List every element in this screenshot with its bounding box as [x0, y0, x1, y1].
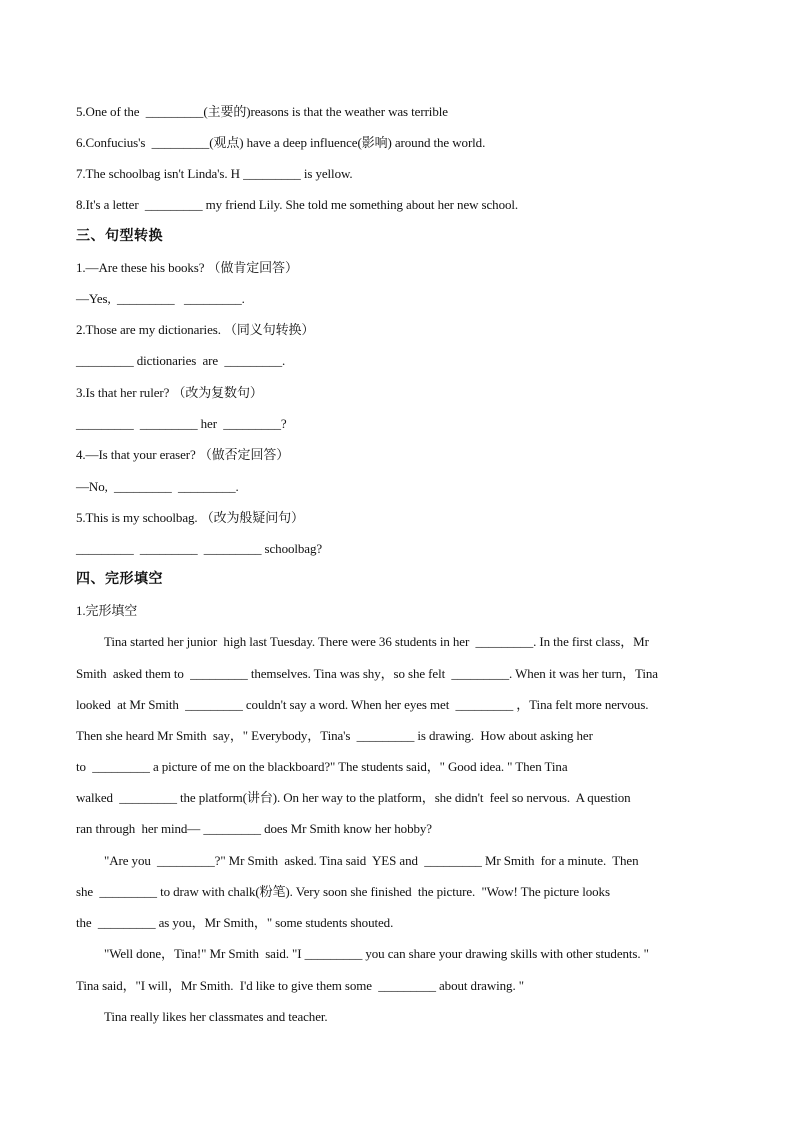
transformation-a1: —Yes, _________ _________.	[76, 291, 245, 306]
exercise-item-8: 8.It's a letter _________ my friend Lily. She told me something about her new school.	[76, 197, 519, 212]
exercise-item-5: 5.One of the _________(主要的)reasons is that the weather was terrible	[76, 104, 448, 119]
cloze-passage-line: Tina said，"I will，Mr Smith. I'd like to give them some _________ about drawing. "	[76, 978, 524, 993]
cloze-passage-line: looked at Mr Smith _________ couldn't say a word. When her eyes met _________ ，Tina felt more nervous.	[76, 697, 649, 712]
transformation-q2: 2.Those are my dictionaries. （同义句转换）	[76, 322, 315, 337]
cloze-passage-line: ran through her mind— _________ does Mr Smith know her hobby?	[76, 821, 432, 836]
cloze-passage-line: "Well done，Tina!" Mr Smith said. "I _________ you can share your drawing skills with other students. "	[104, 946, 649, 961]
transformation-a5: _________ _________ _________ schoolbag?	[76, 541, 323, 556]
cloze-passage-line: Smith asked them to _________ themselves. Tina was shy，so she felt _________. When it was her turn，Tina	[76, 666, 658, 681]
transformation-a4: —No, _________ _________.	[76, 479, 239, 494]
cloze-passage-line: the _________ as you，Mr Smith，" some students shouted.	[76, 915, 394, 930]
cloze-passage-line: Tina really likes her classmates and teacher.	[104, 1009, 328, 1024]
exercise-item-7: 7.The schoolbag isn't Linda's. H _________ is yellow.	[76, 166, 353, 181]
exercise-item-6: 6.Confucius's _________(观点) have a deep influence(影响) around the world.	[76, 135, 486, 150]
cloze-passage-line: "Are you _________?" Mr Smith asked. Tina said YES and _________ Mr Smith for a minute. Then	[104, 853, 639, 868]
transformation-q5: 5.This is my schoolbag. （改为般疑问句）	[76, 510, 304, 525]
transformation-a2: _________ dictionaries are _________.	[76, 353, 286, 368]
cloze-passage-line: walked _________ the platform(讲台). On her way to the platform，she didn't feel so nervous. A question	[76, 790, 631, 805]
cloze-passage-line: Then she heard Mr Smith say，" Everybody，Tina's _________ is drawing. How about asking her	[76, 728, 593, 743]
cloze-subheading: 1.完形填空	[76, 603, 138, 618]
cloze-passage-line: she _________ to draw with chalk(粉笔). Very soon she finished the picture. "Wow! The picture looks	[76, 884, 610, 899]
transformation-q4: 4.—Is that your eraser? （做否定回答）	[76, 447, 290, 462]
section-heading-sentence-transformation: 三、句型转换	[76, 228, 163, 244]
transformation-q1: 1.—Are these his books? （做肯定回答）	[76, 260, 298, 275]
cloze-passage-line: to _________ a picture of me on the blackboard?" The students said，" Good idea. " Then Tina	[76, 759, 568, 774]
transformation-a3: _________ _________ her _________?	[76, 416, 287, 431]
cloze-passage-line: Tina started her junior high last Tuesday. There were 36 students in her _________. In the first class，Mr	[104, 634, 649, 649]
transformation-q3: 3.Is that her ruler? （改为复数句）	[76, 385, 263, 400]
section-heading-cloze: 四、完形填空	[76, 571, 163, 587]
